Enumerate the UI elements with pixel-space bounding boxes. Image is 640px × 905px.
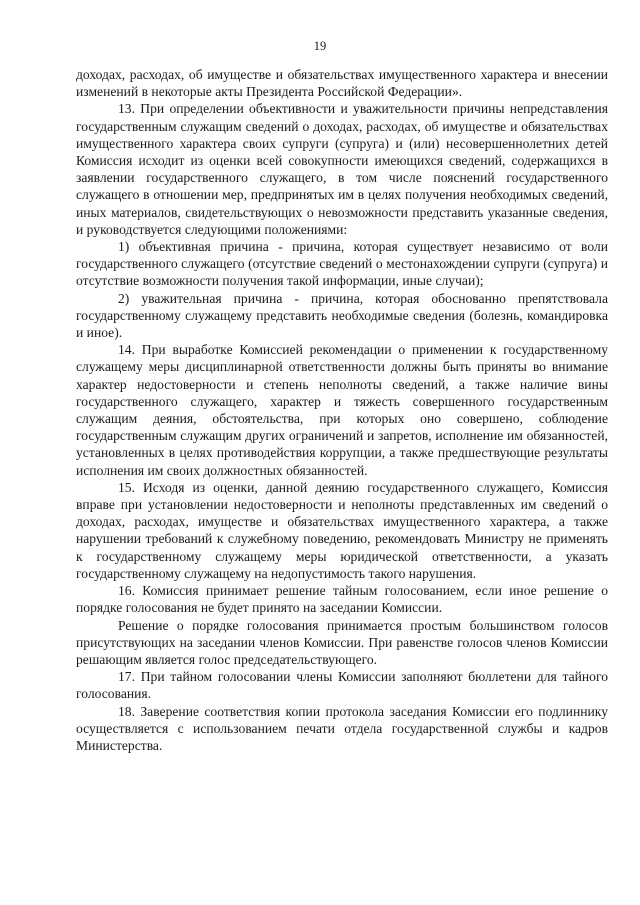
paragraph-item-18: 18. Заверение соответствия копии протокола заседания Комиссии его подлиннику осуществляется с использованием печати отдела государственной службы и кадров Министерства. (76, 703, 608, 753)
paragraph-item-13: 13. При определении объективности и уважительности причины непредставления государственным служащим сведений о доходах, расходах, об имуществе и обязательствах имущественного характера своих супруги (супруга) и (или) несовершеннолетних детей Комиссия исходит из оценки всей совокупности имеющихся сведений, содержащихся в заявлении государственного служащего, в том числе пояснений государственного служащего в отношении мер, предпринятых им в целях получения необходимых сведений, иных материалов, свидетельствующих о невозможности представить указанные сведения, и руководствуется следующими положениями: (76, 101, 608, 237)
paragraph-subitem-1: 1) объективная причина - причина, которая существует независимо от воли государственного служащего (отсутствие сведений о местонахождении супруги (супруга) и отсутствие возможности получения такой информации, иные случаи); (76, 239, 608, 289)
paragraph-item-15: 15. Исходя из оценки, данной деянию государственного служащего, Комиссия вправе при установлении недостоверности и неполноты представленных им сведений о доходах, расходах, имуществе и обязательствах имущественного характера, а также нарушении требований к служебному поведению, рекомендовать Министру не применять к государственному служащему меры юридической ответственности, а указать государственному служащему на недопустимость такого нарушения. (76, 479, 608, 581)
paragraph-item-16: 16. Комиссия принимает решение тайным голосованием, если иное решение о порядке голосования не будет принято на заседании Комиссии. (76, 583, 608, 616)
document-body (76, 66, 608, 754)
paragraph-item-17: 17. При тайном голосовании члены Комиссии заполняют бюллетени для тайного голосования. (76, 669, 608, 702)
paragraph-subitem-2: 2) уважительная причина - причина, которая обоснованно препятствовала государственному служащему представить необходимые сведения (болезнь, командировка и иное). (76, 290, 608, 341)
paragraph-item-14: 14. При выработке Комиссией рекомендации о применении к государственному служащему меры дисциплинарной ответственности должны быть приняты во внимание характер недостоверности и степень неполноты сведений, а также наличие вины государственного служащего, характер и тяжесть совершенного государственным служащим деяния, обстоятельства, при которых оно совершено, соблюдение государственным служащим других ограничений и запретов, исполнение им обязанностей, установленных в целях противодействия коррупции, а также предшествующие результаты исполнения им своих должностных обязанностей. (76, 342, 608, 478)
paragraph-voting-procedure: Решение о порядке голосования принимается простым большинством голосов присутствующих на заседании членов Комиссии. При равенстве голосов членов Комиссии решающим является голос председательствующего. (76, 617, 608, 667)
paragraph-continuation: доходах, расходах, об имуществе и обязательствах имущественного характера и внесении изменений в некоторые акты Президента Российской Федерации». (76, 67, 608, 100)
page-number: 19 (313, 39, 327, 53)
